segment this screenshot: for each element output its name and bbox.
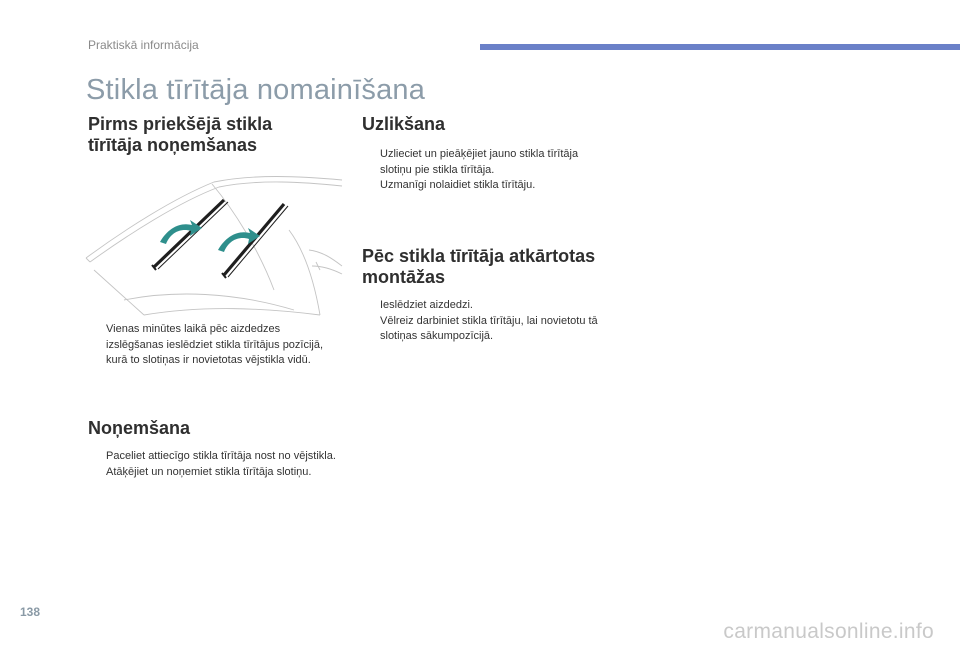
after-refit-heading-line1: Pēc stikla tīrītāja atkārtotas [362, 246, 596, 266]
page-title: Stikla tīrītāja nomainīšana [86, 74, 426, 106]
installation-section [362, 114, 622, 194]
before-removal-steps [88, 322, 338, 369]
removal-section [88, 418, 348, 480]
list-item: Vēlreiz darbiniet stikla tīrītāju, lai novietotu tā slotiņas sākumpozīcijā. [380, 314, 598, 342]
removal-heading: Noņemšana [88, 418, 191, 438]
installation-heading: Uzlikšana [362, 114, 446, 134]
after-refit-heading-line2: montāžas [362, 267, 446, 287]
list-item: Uzlieciet un pieāķējiet jauno stikla tīrītāja slotiņu pie stikla tīrītāja. [380, 148, 579, 176]
section-label: Praktiskā informācija [88, 38, 199, 52]
left-column [88, 114, 348, 156]
after-refit-heading [362, 246, 632, 288]
arrow-icon-right [218, 228, 260, 252]
list-item: Uzmanīgi nolaidiet stikla tīrītāju. [380, 179, 536, 191]
before-removal-heading-line2: tīrītāja noņemšanas [88, 135, 258, 155]
list-item: Vienas minūtes laikā pēc aizdedzes izslēgšanas ieslēdziet stikla tīrītājus pozīcijā, kurā to slotiņas ir novietotas vējstikla vidū. [106, 323, 324, 366]
wiper-blade-left [152, 200, 228, 270]
before-removal-heading [88, 114, 348, 156]
header-accent-bar [480, 44, 960, 50]
list-item: Atāķējiet un noņemiet stikla tīrītāja slotiņu. [106, 465, 312, 478]
watermark: carmanualsonline.info [723, 620, 934, 643]
wiper-illustration [84, 170, 344, 320]
page-number: 138 [20, 605, 41, 619]
after-refit-section [362, 246, 632, 345]
list-item: Ieslēdziet aizdedzi. [380, 299, 473, 311]
windshield-outline [86, 177, 342, 316]
list-item: Paceliet attiecīgo stikla tīrītāja nost no vējstikla. [106, 450, 336, 462]
before-removal-heading-line1: Pirms priekšējā stikla [88, 114, 273, 134]
